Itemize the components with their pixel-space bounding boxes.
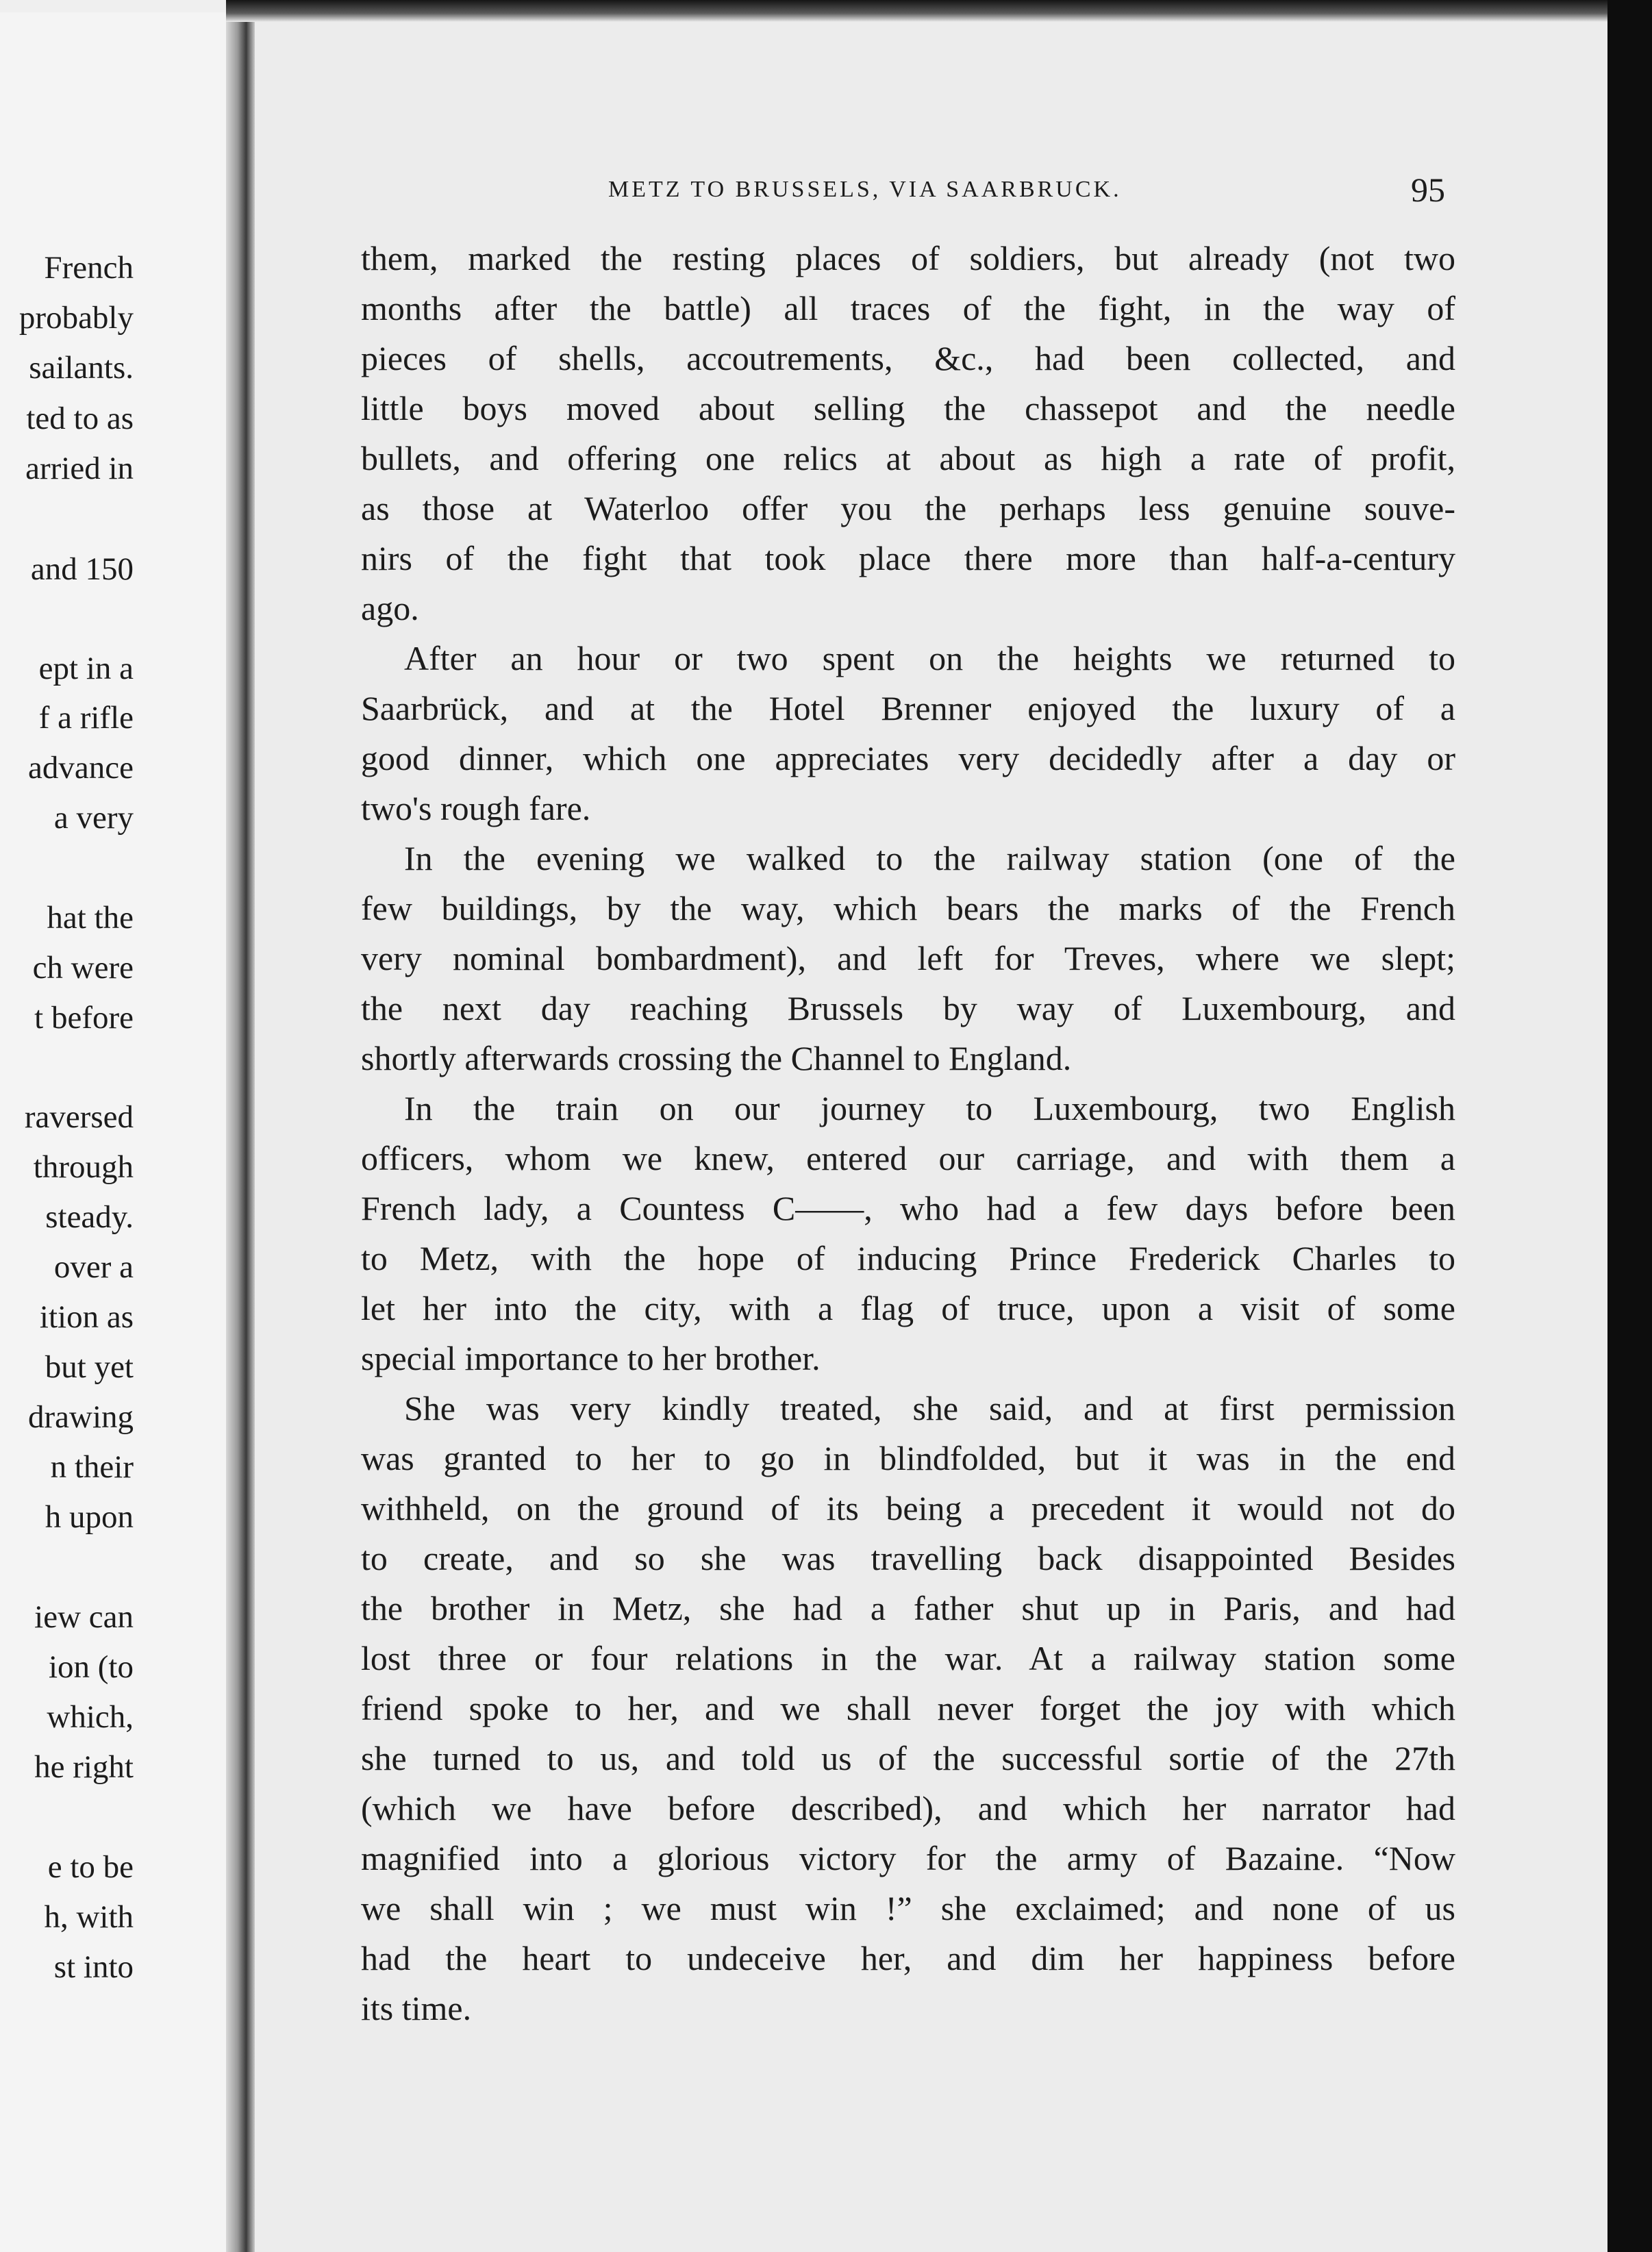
- left-page-fragment: advance: [28, 750, 134, 786]
- left-page-fragment: hat the: [47, 900, 134, 936]
- left-page-fragment: ition as: [39, 1299, 134, 1335]
- text-line: lost three or four relations in the war. At a railway station some: [361, 1639, 1455, 1677]
- text-line: After an hour or two spent on the heights we returned to: [404, 639, 1455, 677]
- text-line: withheld, on the ground of its being a precedent it would not do: [361, 1489, 1455, 1527]
- left-page-fragment: a very: [53, 800, 134, 836]
- text-line: very nominal bombardment), and left for Treves, where we slept;: [361, 939, 1455, 977]
- text-line: was granted to her to go in blindfolded, but it was in the end: [361, 1439, 1455, 1477]
- left-page: [0, 12, 236, 2252]
- text-line: In the evening we walked to the railway station (one of the: [404, 839, 1455, 877]
- text-line: magnified into a glorious victory for the army of Bazaine. “Now: [361, 1839, 1455, 1877]
- left-page-fragment: h, with: [44, 1899, 134, 1935]
- left-page-fragment: e to be: [47, 1849, 134, 1885]
- text-line: the next day reaching Brussels by way of Luxembourg, and: [361, 989, 1455, 1027]
- running-head: [255, 170, 1607, 211]
- left-page-fragment: t before: [34, 1000, 134, 1036]
- text-line: months after the battle) all traces of the fight, in the way of: [361, 289, 1455, 327]
- text-line: In the train on our journey to Luxembourg, two English: [404, 1089, 1455, 1127]
- text-line: we shall win ; we must win !” she exclaimed; and none of us: [361, 1889, 1455, 1927]
- text-line: good dinner, which one appreciates very decidedly after a day or: [361, 739, 1455, 777]
- text-line: (which we have before described), and which her narrator had: [361, 1789, 1455, 1827]
- left-page-fragment: and 150: [30, 551, 134, 587]
- header-title: METZ TO BRUSSELS, VIA SAARBRUCK.: [608, 177, 1122, 202]
- left-page-fragment: st into: [53, 1949, 134, 1985]
- text-line: the brother in Metz, she had a father shut up in Paris, and had: [361, 1589, 1455, 1627]
- left-page-fragment: n their: [50, 1449, 134, 1485]
- left-page-fragment: f a rifle: [38, 700, 134, 736]
- main-page: [255, 21, 1607, 2252]
- text-line: two's rough fare.: [361, 789, 591, 827]
- text-line: pieces of shells, accoutrements, &c., had been collected, and: [361, 339, 1455, 377]
- left-page-fragment: iew can: [34, 1599, 134, 1635]
- text-line: had the heart to undeceive her, and dim her happiness before: [361, 1939, 1455, 1977]
- text-line: to create, and so she was travelling back disappointed Besides: [361, 1539, 1455, 1577]
- left-page-fragment: h upon: [45, 1499, 134, 1535]
- left-page-fragment: ch were: [32, 950, 134, 986]
- text-line: French lady, a Countess C——, who had a few days before been: [361, 1189, 1455, 1227]
- left-page-fragment: probably: [18, 300, 134, 336]
- left-page-fragment: which,: [47, 1699, 134, 1735]
- text-line: its time.: [361, 1989, 472, 2027]
- left-page-fragment: he right: [34, 1749, 134, 1785]
- text-line: little boys moved about selling the chassepot and the needle: [361, 389, 1455, 427]
- left-page-fragment: raversed: [24, 1099, 134, 1135]
- page-number: 95: [1411, 171, 1445, 209]
- text-line: few buildings, by the way, which bears the marks of the French: [361, 889, 1455, 927]
- left-page-fragment: ept in a: [38, 651, 134, 686]
- text-line: special importance to her brother.: [361, 1339, 821, 1377]
- text-line: ago.: [361, 589, 419, 627]
- text-line: bullets, and offering one relics at about as high a rate of profit,: [361, 439, 1455, 477]
- left-page-fragment: sailants.: [29, 350, 134, 386]
- text-line: let her into the city, with a flag of truce, upon a visit of some: [361, 1289, 1455, 1327]
- text-line: them, marked the resting places of soldiers, but already (not two: [361, 239, 1455, 277]
- left-page-fragment: drawing: [27, 1399, 134, 1435]
- text-line: nirs of the fight that took place there more than half-a-century: [361, 539, 1455, 577]
- left-page-fragment: through: [33, 1149, 134, 1185]
- left-page-fragment: French: [44, 250, 134, 286]
- left-page-fragment: but yet: [45, 1349, 134, 1385]
- text-line: Saarbrück, and at the Hotel Brenner enjoyed the luxury of a: [361, 689, 1455, 727]
- text-line: shortly afterwards crossing the Channel to England.: [361, 1039, 1072, 1077]
- text-line: to Metz, with the hope of inducing Prince Frederick Charles to: [361, 1239, 1455, 1277]
- text-line: officers, whom we knew, entered our carriage, and with them a: [361, 1139, 1455, 1177]
- text-line: as those at Waterloo offer you the perhaps less genuine souve-: [361, 489, 1455, 527]
- left-page-fragment: over a: [53, 1249, 134, 1285]
- left-page-fragment: ion (to: [48, 1649, 134, 1685]
- text-line: She was very kindly treated, she said, and at first permission: [404, 1389, 1455, 1427]
- top-edge-shadow: [226, 0, 1610, 22]
- left-page-fragment: steady.: [45, 1199, 134, 1235]
- left-page-fragment: arried in: [25, 451, 134, 486]
- gutter-shadow: [226, 0, 255, 2252]
- text-line: she turned to us, and told us of the successful sortie of the 27th: [361, 1739, 1455, 1777]
- left-page-fragment: ted to as: [26, 401, 134, 436]
- right-edge-shadow: [1607, 0, 1652, 2252]
- text-line: friend spoke to her, and we shall never forget the joy with which: [361, 1689, 1455, 1727]
